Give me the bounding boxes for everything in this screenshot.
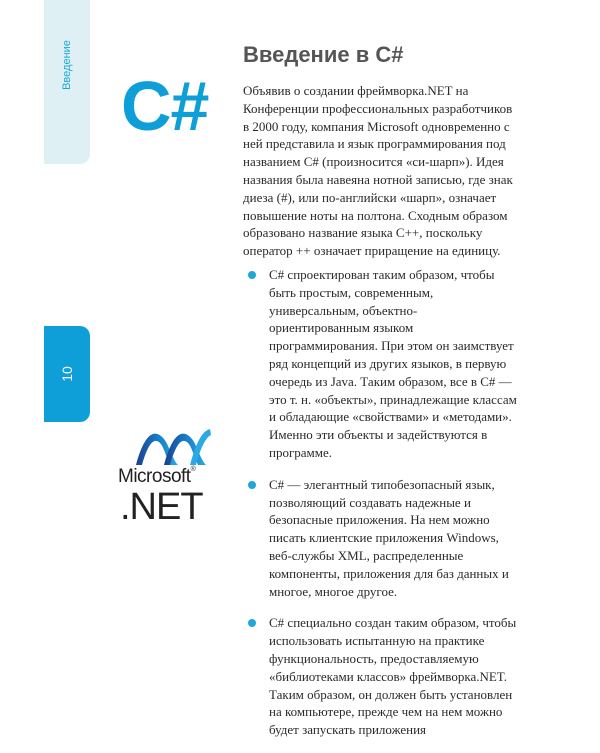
section-tab xyxy=(44,0,90,164)
dotnet-company: Microsoft xyxy=(118,466,191,487)
dotnet-logo xyxy=(118,425,218,528)
list-item xyxy=(248,614,518,739)
list-item xyxy=(248,266,518,462)
bullet-dot-icon xyxy=(248,481,256,489)
csharp-logo: C# xyxy=(121,67,209,145)
page-number: 10 xyxy=(58,366,75,382)
dotnet-name: .NET xyxy=(120,486,203,528)
bullet-dot-icon xyxy=(248,619,256,627)
bullet-list xyxy=(248,266,518,753)
intro-paragraph: Объявив о создании фреймворка.NET на Конференции профессиональных разработчиков в 2000 году, компания Microsoft одновременно с ней представила и язык программирования под названием С# (произносится «си-шарп»). Идея названия была навеяна нотной записью, где знак диеза (#), или по-английски «шарп», означает повышение ноты на полтона. Сходным образом образовано название языка С++, поскольку оператор ++ означает приращение на единицу. xyxy=(243,83,513,259)
page-title: Введение в С# xyxy=(243,42,404,67)
section-tab-label: Введение xyxy=(61,40,73,90)
list-item-text: С# специально создан таким образом, чтобы использовать испытанную на практике функциональность, предоставляемую «библиотеками классов» фреймворка.NET. Таким образом, он должен быть установлен на компьютере, прежде чем на нем можно будет запускать приложения xyxy=(269,615,517,738)
page-number-tab xyxy=(44,326,90,422)
bullet-dot-icon xyxy=(248,271,256,279)
dotnet-wave-icon xyxy=(134,425,212,469)
list-item xyxy=(248,476,518,601)
list-item-text: С# спроектирован таким образом, чтобы быть простым, современным, универсальным, объектно-ориентированным языком программирования. При этом он заимствует ряд концепций из других языков, в первую очередь из Java. Таким образом, все в С# — это т. н. «объекты», принадлежащие классам и обладающие «свойствами» и «методами». Именно эти объекты и задействуются в программе. xyxy=(269,267,517,460)
trademark-mark: ® xyxy=(190,466,196,473)
list-item-text: С# — элегантный типобезопасный язык, позволяющий создавать надежные и безопасные приложения. На нем можно писать клиентские приложения Windows, веб-службы XML, распределенные компоненты, приложения для баз данных и многое, многое другое. xyxy=(269,476,509,599)
